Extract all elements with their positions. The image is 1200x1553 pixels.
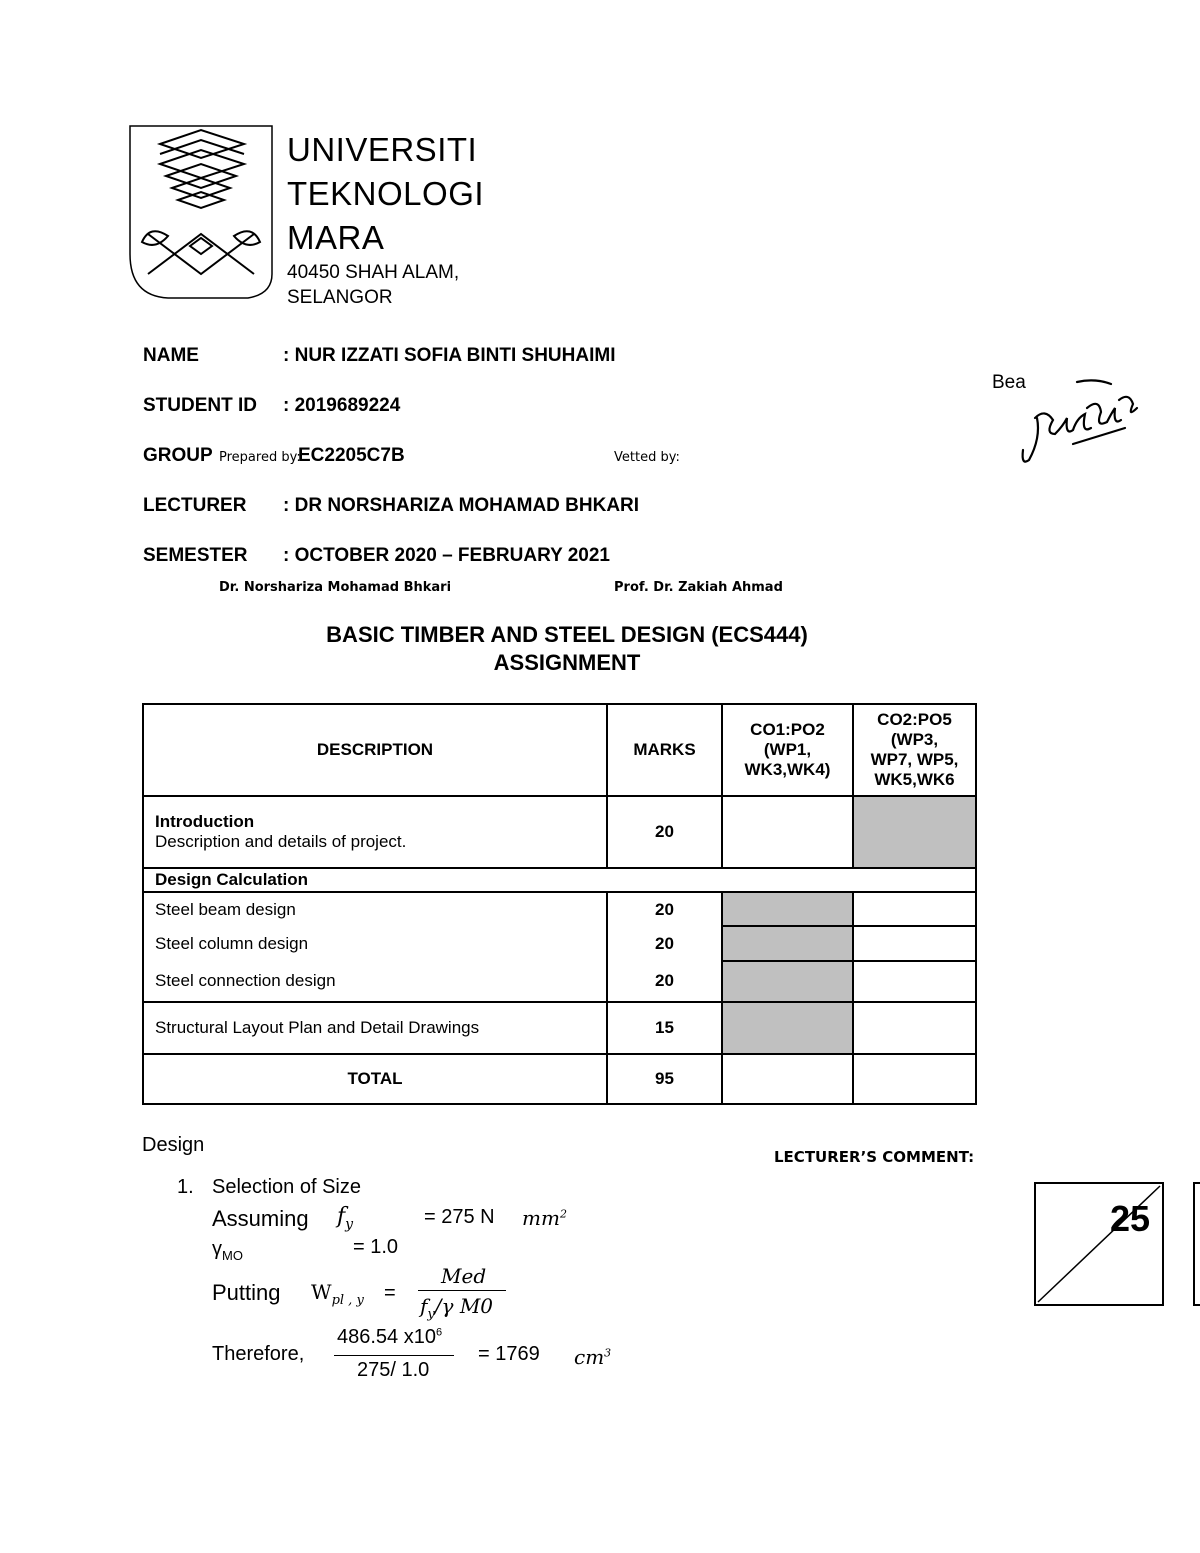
table-total-row xyxy=(143,1054,976,1104)
gamma-symbol: $\gamma_{MO}$ xyxy=(212,1238,243,1263)
row-label: Steel connection design xyxy=(143,961,607,1002)
document-title: BASIC TIMBER AND STEEL DESIGN (ECS444) xyxy=(326,622,808,647)
header-description: DESCRIPTION xyxy=(143,704,607,796)
introduction-cell xyxy=(143,796,607,868)
group-value: EC2205C7B xyxy=(298,445,405,466)
university-name-line-2: TEKNOLOGI xyxy=(287,175,485,212)
semester-value: : OCTOBER 2020 – FEBRUARY 2021 xyxy=(283,545,610,566)
introduction-co1 xyxy=(722,796,853,868)
fraction-bar-2 xyxy=(334,1355,454,1356)
row-co1 xyxy=(722,1002,853,1054)
assuming-label: Assuming xyxy=(212,1206,309,1231)
result-numerator: 486.54 $x10^6$ xyxy=(337,1326,443,1348)
fy-symbol: $f_y$ xyxy=(337,1204,354,1233)
design-calculation-heading: Design Calculation xyxy=(143,868,976,892)
fy-value: = 275 N xyxy=(424,1206,495,1228)
group-label: GROUP xyxy=(143,445,213,466)
cm-unit: $cm^3$ xyxy=(574,1345,612,1369)
row-marks: 20 xyxy=(607,961,722,1002)
score-box xyxy=(1034,1182,1164,1306)
denominator-fy-gamma: $f_y/\gamma$ M0 xyxy=(420,1294,494,1322)
table-row xyxy=(143,1002,976,1054)
result-value: = 1769 xyxy=(478,1343,540,1365)
row-label: Structural Layout Plan and Detail Drawings xyxy=(143,1002,607,1054)
prepared-by-label: Prepared by: xyxy=(219,450,301,465)
semester-label: SEMESTER xyxy=(143,545,248,566)
lecturer-label: LECTURER xyxy=(143,495,247,516)
vetted-by-label: Vetted by: xyxy=(614,450,680,465)
item-number: 1. xyxy=(177,1176,194,1198)
row-co1 xyxy=(722,892,853,926)
introduction-description: Description and details of project. xyxy=(155,832,407,851)
row-co2 xyxy=(853,892,976,926)
signature xyxy=(1015,378,1140,468)
putting-equals: = xyxy=(384,1282,396,1304)
row-co1 xyxy=(722,961,853,1002)
vetter-name: Prof. Dr. Zakiah Ahmad xyxy=(614,580,783,595)
introduction-co2 xyxy=(853,796,976,868)
lecturer-comment-label: LECTURER’S COMMENT: xyxy=(774,1148,975,1166)
row-co2 xyxy=(853,961,976,1002)
preparer-name: Dr. Norshariza Mohamad Bhkari xyxy=(219,580,452,595)
mm-unit: $mm^2$ xyxy=(522,1206,567,1230)
introduction-title: Introduction xyxy=(155,812,255,831)
table-section-row xyxy=(143,868,976,892)
therefore-label: Therefore, xyxy=(212,1343,305,1365)
table-row xyxy=(143,961,976,1002)
row-label: Steel column design xyxy=(143,926,607,961)
score-value: 25 xyxy=(1109,1198,1150,1239)
corner-text: Bea xyxy=(992,372,1026,393)
row-co1 xyxy=(722,926,853,961)
table-row xyxy=(143,926,976,961)
student-id-value: : 2019689224 xyxy=(283,395,401,416)
numerator-med: Med xyxy=(441,1264,487,1288)
table-header-row xyxy=(143,704,976,796)
row-co2 xyxy=(853,1002,976,1054)
header-marks: MARKS xyxy=(607,704,722,796)
row-co2 xyxy=(853,926,976,961)
name-label: NAME xyxy=(143,345,199,366)
marks-table xyxy=(142,703,977,1105)
gamma-value: = 1.0 xyxy=(353,1236,399,1258)
document-subtitle: ASSIGNMENT xyxy=(493,650,641,675)
introduction-marks: 20 xyxy=(607,796,722,868)
result-denominator: 275/ 1.0 xyxy=(357,1359,430,1381)
row-marks: 20 xyxy=(607,926,722,961)
lecturer-value: : DR NORSHARIZA MOHAMAD BHKARI xyxy=(283,495,640,516)
row-marks: 15 xyxy=(607,1002,722,1054)
row-label: Steel beam design xyxy=(143,892,607,926)
fraction-bar xyxy=(418,1290,506,1291)
header-co1: CO1:PO2 (WP1, WK3,WK4) xyxy=(722,704,853,796)
item-title: Selection of Size xyxy=(212,1176,361,1198)
design-heading: Design xyxy=(142,1134,205,1156)
header-co2: CO2:PO5 (WP3, WP7, WP5, WK5,WK6 xyxy=(853,704,976,796)
table-row xyxy=(143,892,976,926)
table-row-introduction xyxy=(143,796,976,868)
university-name-line-3: MARA xyxy=(287,219,385,256)
total-co1 xyxy=(722,1054,853,1104)
university-logo xyxy=(128,124,274,300)
score-box-partial xyxy=(1193,1182,1200,1306)
putting-label: Putting xyxy=(212,1280,281,1305)
name-value: : NUR IZZATI SOFIA BINTI SHUHAIMI xyxy=(283,345,616,366)
total-marks: 95 xyxy=(607,1054,722,1104)
address-line-1: 40450 SHAH ALAM, xyxy=(287,262,460,283)
row-marks: 20 xyxy=(607,892,722,926)
address-line-2: SELANGOR xyxy=(287,287,393,308)
university-name-line-1: UNIVERSITI xyxy=(287,131,478,168)
wply-symbol: $W_{pl , y}$ xyxy=(311,1280,364,1308)
student-id-label: STUDENT ID xyxy=(143,395,257,416)
total-label: TOTAL xyxy=(143,1054,607,1104)
total-co2 xyxy=(853,1054,976,1104)
